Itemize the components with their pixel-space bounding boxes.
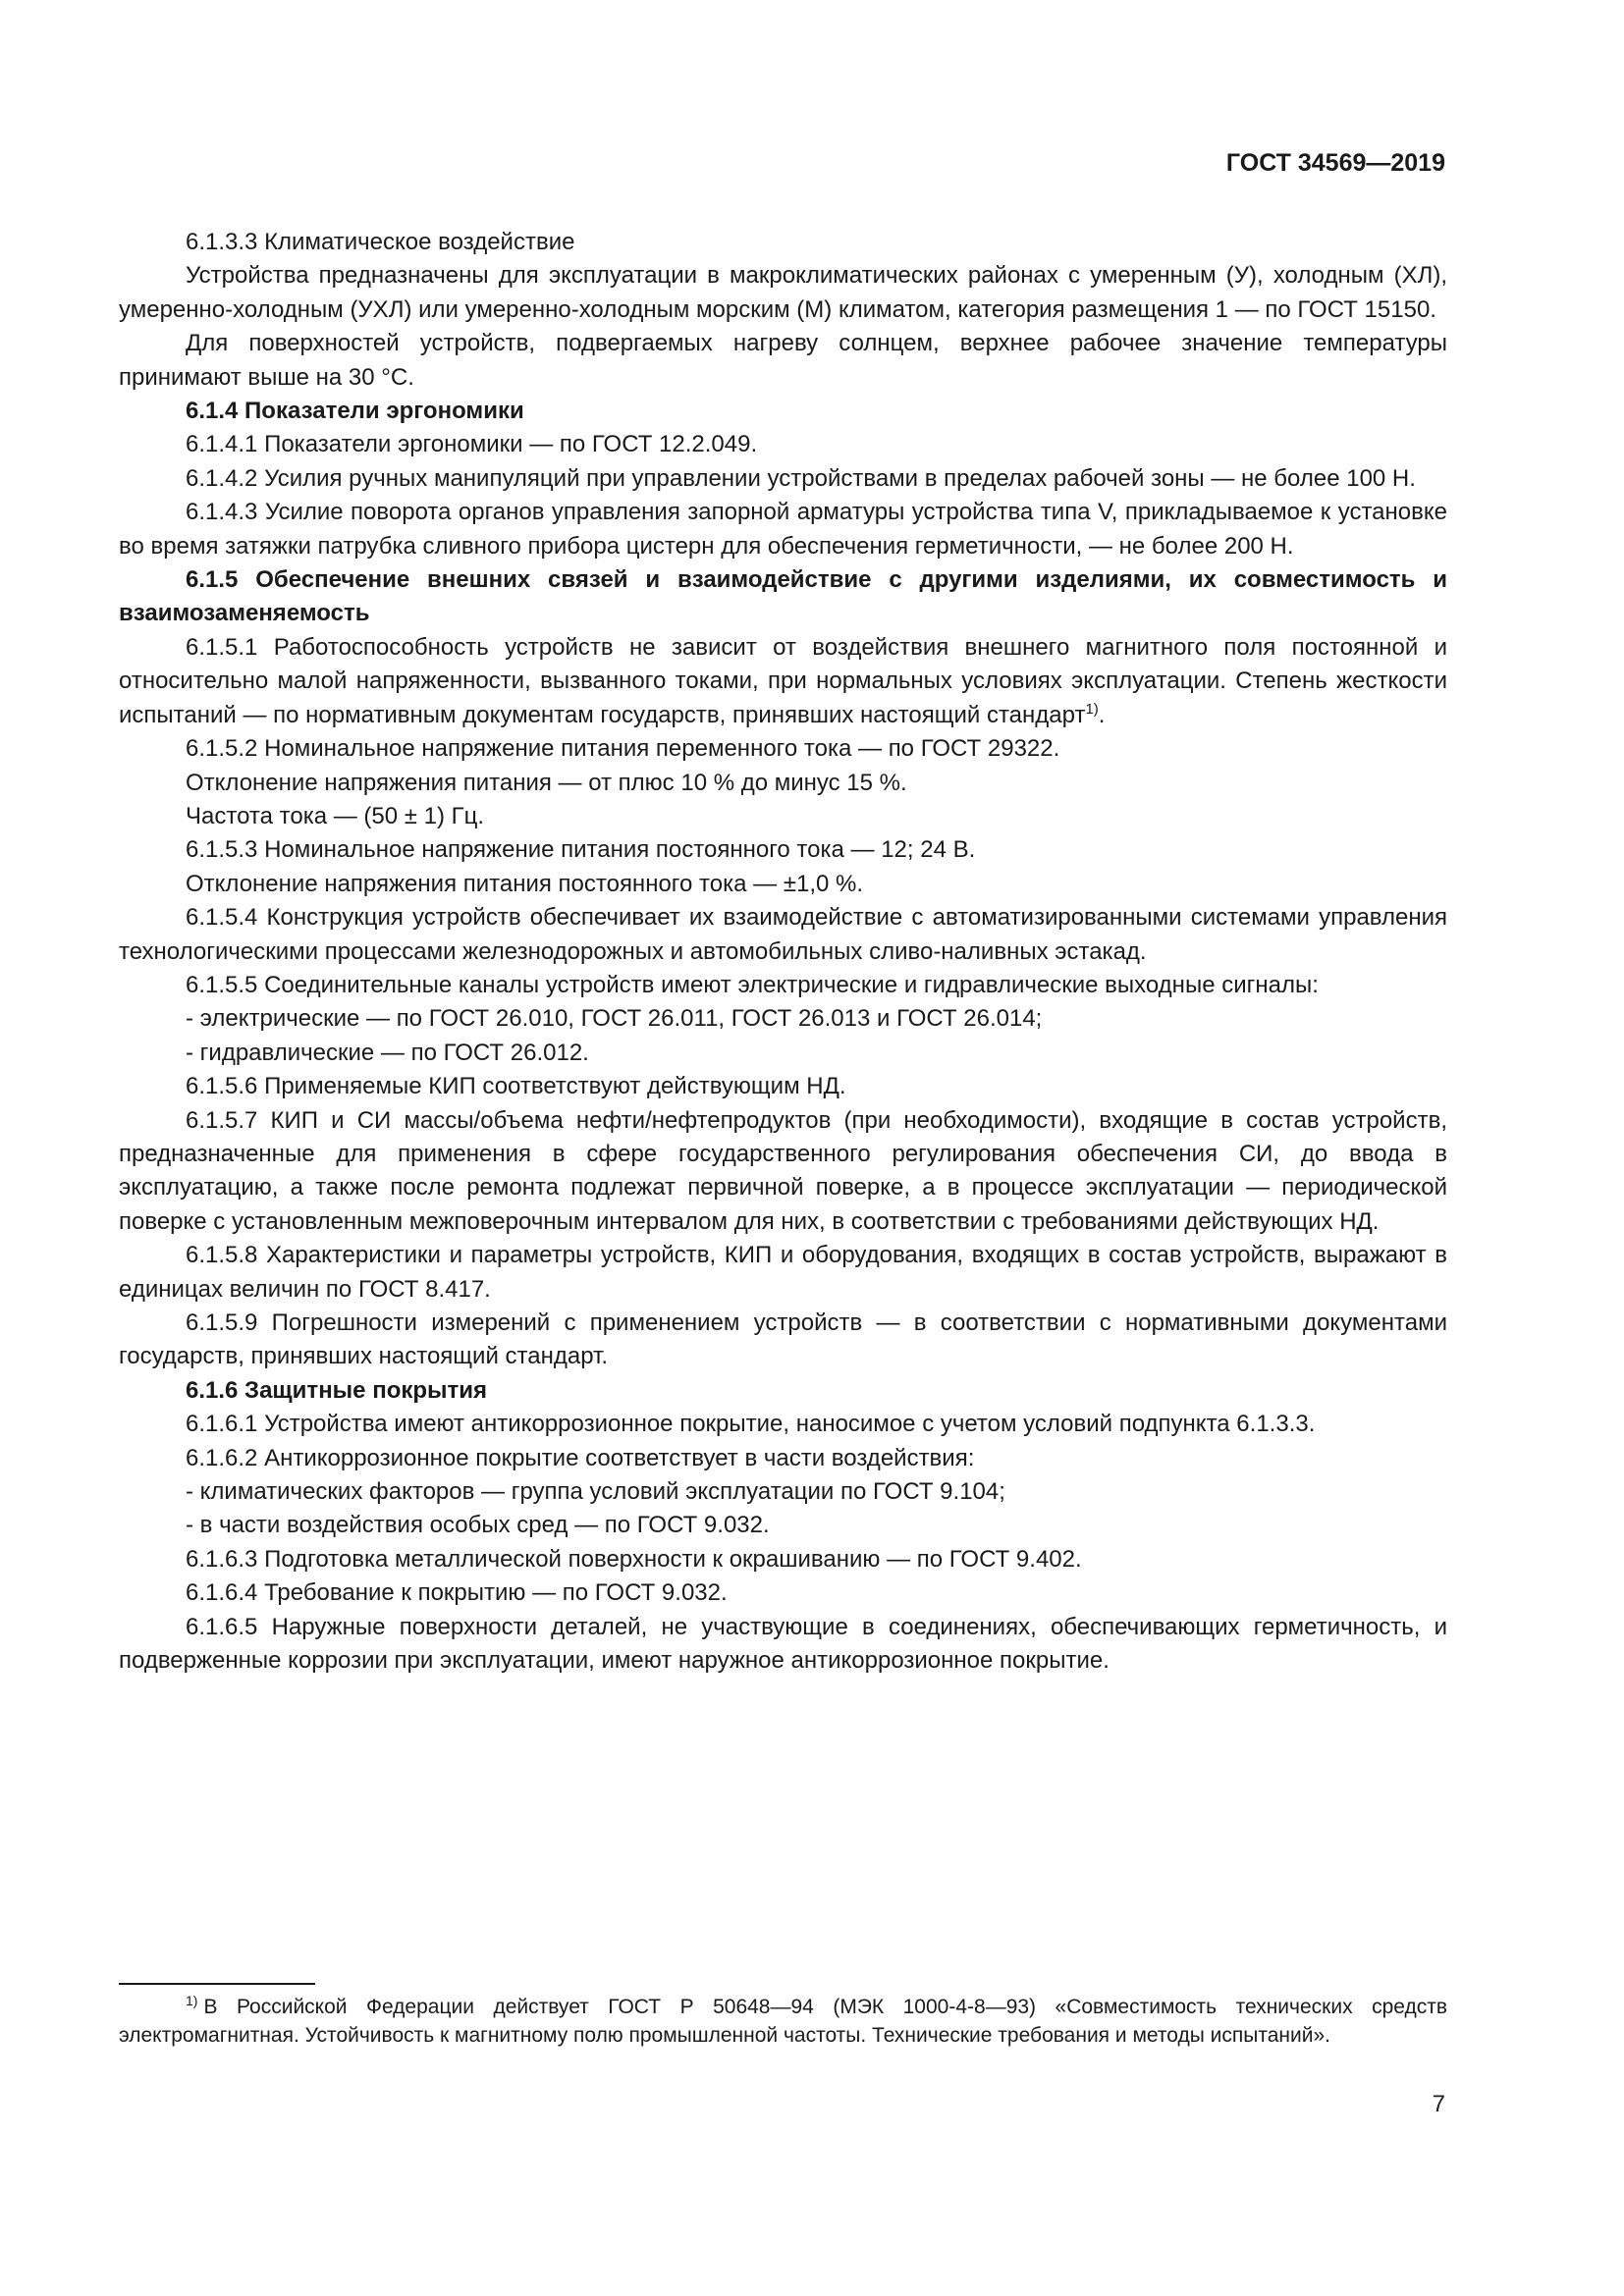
section-heading: 6.1.5 Обеспечение внешних связей и взаимодействие с другими изделиями, их совместимость и взаимозаменяемость bbox=[119, 566, 1447, 627]
paragraph: 6.1.5.4 Конструкция устройств обеспечивает их взаимодействие с автоматизированными системами управления технологическими процессами железнодорожных и автомобильных сливо-наливных эстакад. bbox=[119, 904, 1447, 965]
page-header: ГОСТ 34569—2019 bbox=[1225, 149, 1445, 177]
footnote bbox=[119, 1993, 1447, 2050]
paragraph: 6.1.6.4 Требование к покрытию — по ГОСТ 9.032. bbox=[186, 1579, 728, 1607]
paragraph: 6.1.5.7 КИП и СИ массы/объема нефти/нефтепродуктов (при необходимости), входящие в состав устройств, предназначенные для применения в сфере государственного регулирования обеспечения СИ, до ввода в эксплуатацию, а также после ремонта подлежат первичной поверке, а в процессе эксплуатации — периодической поверке с установленным межповерочным интервалом для них, в соответствии с требованиями действующих НД. bbox=[119, 1106, 1447, 1235]
paragraph: Отклонение напряжения питания — от плюс 10 % до минус 15 %. bbox=[186, 769, 907, 796]
footnote-divider bbox=[119, 1983, 315, 1985]
list-item: - гидравлические — по ГОСТ 26.012. bbox=[186, 1039, 589, 1066]
paragraph: 6.1.5.5 Соединительные каналы устройств имеют электрические и гидравлические выходные сигналы: bbox=[186, 971, 1319, 998]
paragraph-tail: . bbox=[1098, 701, 1106, 728]
paragraph: Устройства предназначены для эксплуатации в макроклиматических районах с умеренным (У), холодным (ХЛ), умеренно-холодным (УХЛ) или умеренно-холодным морским (М) климатом, категория размещения 1 — по ГОСТ 15150. bbox=[119, 262, 1447, 323]
paragraph: 6.1.6.1 Устройства имеют антикоррозионное покрытие, наносимое с учетом условий подпункта 6.1.3.3. bbox=[186, 1411, 1316, 1438]
list-item: - электрические — по ГОСТ 26.010, ГОСТ 26.011, ГОСТ 26.013 и ГОСТ 26.014; bbox=[186, 1005, 1043, 1033]
paragraph: 6.1.5.2 Номинальное напряжение питания переменного тока — по ГОСТ 29322. bbox=[186, 735, 1060, 763]
paragraph: Отклонение напряжения питания постоянного тока — ±1,0 %. bbox=[186, 870, 864, 897]
paragraph-text: 6.1.5.1 Работоспособность устройств не зависит от воздействия внешнего магнитного поля постоянной и относительно малой напряженности, вызванного токами, при нормальных условиях эксплуатации. Степень жесткости испытаний — по нормативным документам государств, принявших настоящий стандарт bbox=[119, 633, 1447, 728]
paragraph: 6.1.5.6 Применяемые КИП соответствуют действующим НД. bbox=[186, 1073, 846, 1100]
page-number: 7 bbox=[1432, 2091, 1445, 2117]
paragraph-with-footnote-ref bbox=[119, 631, 1447, 732]
footnote-text: В Российской Федерации действует ГОСТ Р 50648—94 (МЭК 1000-4-8—93) «Совместимость технических средств электромагнитная. Устойчивость к магнитному полю промышленной частоты. Технические требования и методы испытаний». bbox=[119, 1996, 1447, 2047]
body-text bbox=[119, 226, 1447, 1678]
paragraph: 6.1.5.3 Номинальное напряжение питания постоянного тока — 12; 24 В. bbox=[186, 836, 976, 864]
paragraph: 6.1.5.9 Погрешности измерений с применением устройств — в соответствии с нормативными документами государств, принявших настоящий стандарт. bbox=[119, 1309, 1447, 1370]
list-item: - в части воздействия особых сред — по ГОСТ 9.032. bbox=[186, 1512, 770, 1539]
paragraph: 6.1.6.5 Наружные поверхности деталей, не участвующие в соединениях, обеспечивающих герметичность, и подверженные коррозии при эксплуатации, имеют наружное антикоррозионное покрытие. bbox=[119, 1613, 1447, 1675]
footnote-marker: 1) bbox=[186, 1993, 198, 2008]
section-heading: 6.1.4 Показатели эргономики bbox=[186, 398, 524, 425]
paragraph: 6.1.6.2 Антикоррозионное покрытие соответствует в части воздействия: bbox=[186, 1444, 975, 1471]
paragraph: Частота тока — (50 ± 1) Гц. bbox=[186, 802, 485, 829]
paragraph: 6.1.4.1 Показатели эргономики — по ГОСТ 12.2.049. bbox=[186, 431, 758, 458]
section-heading: 6.1.6 Защитные покрытия bbox=[186, 1376, 488, 1404]
paragraph: 6.1.4.3 Усилие поворота органов управления запорной арматуры устройства типа V, прикладываемое к установке во время затяжки патрубка сливного прибора цистерн для обеспечения герметичности, — не более 200 Н. bbox=[119, 499, 1447, 560]
list-item: - климатических факторов — группа условий эксплуатации по ГОСТ 9.104; bbox=[186, 1478, 1005, 1506]
paragraph: 6.1.6.3 Подготовка металлической поверхности к окрашиванию — по ГОСТ 9.402. bbox=[186, 1545, 1082, 1573]
paragraph: 6.1.4.2 Усилия ручных манипуляций при управлении устройствами в пределах рабочей зоны — не более 100 Н. bbox=[186, 464, 1416, 492]
paragraph: 6.1.5.8 Характеристики и параметры устройств, КИП и оборудования, входящих в состав устройств, выражают в единицах величин по ГОСТ 8.417. bbox=[119, 1242, 1447, 1303]
footnote-ref[interactable]: 1) bbox=[1085, 700, 1099, 718]
paragraph: 6.1.3.3 Климатическое воздействие bbox=[186, 229, 575, 255]
paragraph: Для поверхностей устройств, подвергаемых нагреву солнцем, верхнее рабочее значение температуры принимают выше на 30 °С. bbox=[119, 330, 1447, 391]
